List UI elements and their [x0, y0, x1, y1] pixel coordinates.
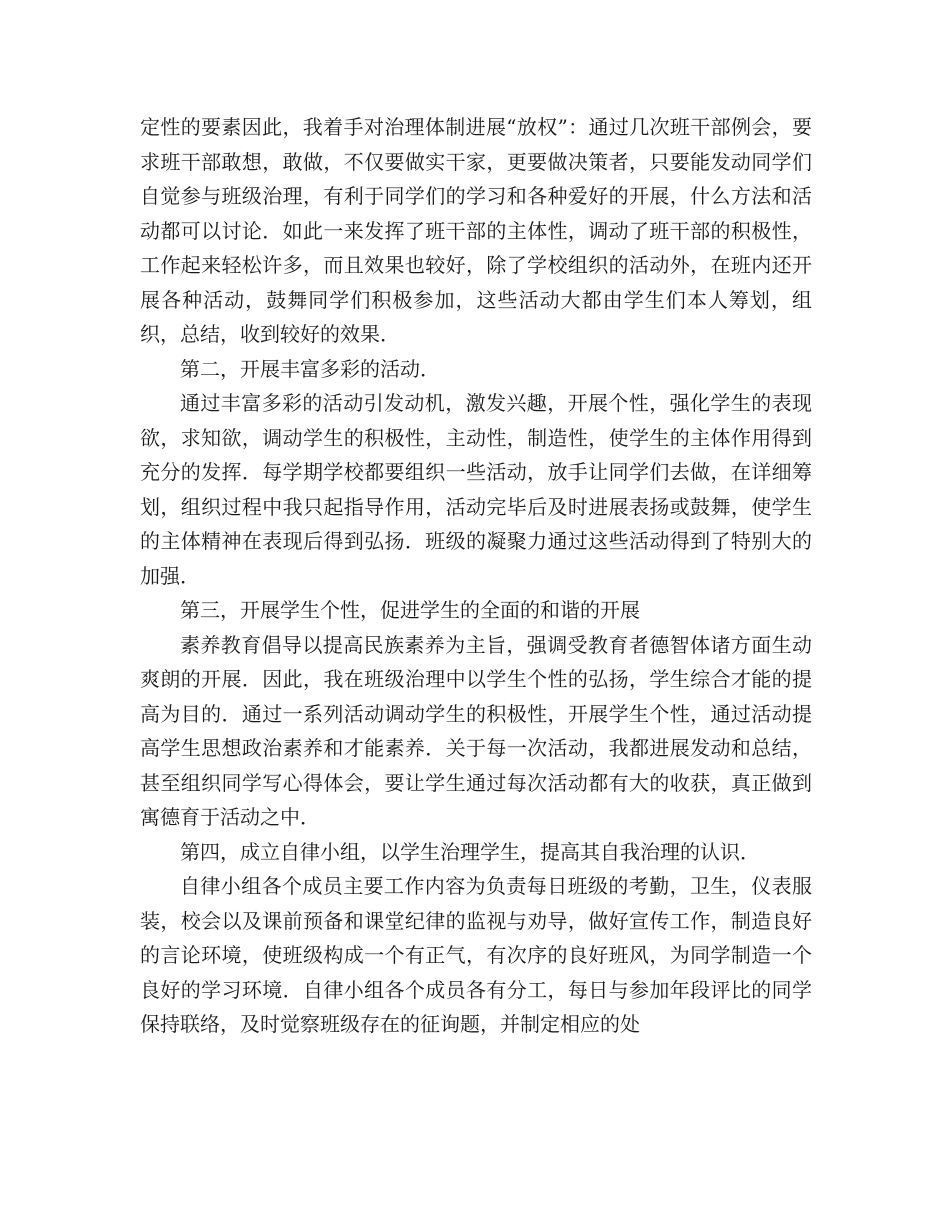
document-body	[140, 110, 812, 1042]
section-heading-second: 第二，开展丰富多彩的活动．	[180, 356, 440, 381]
paragraph-activities: 通过丰富多彩的活动引发动机，激发兴趣，开展个性，强化学生的表现欲，求知欲，调动学生的积极性，主动性，制造性，使学生的主体作用得到充分的发挥．每学期学校都要组织一些活动，放手让同学们去做，在详细筹划，组织过程中我只起指导作用，活动完毕后及时进展表扬或鼓舞，使学生的主体精神在表现后得到弘扬．班级的凝聚力通过这些活动得到了特别大的加强．	[140, 391, 812, 588]
paragraph-continuation: 定性的要素因此，我着手对治理体制进展“放权”：通过几次班干部例会，要求班干部敢想，敢做，不仅要做实干家，更要做决策者，只要能发动同学们自觉参与班级治理，有利于同学们的学习和各种爱好的开展，什么方法和活动都可以讨论．如此一来发挥了班干部的主体性，调动了班干部的积极性，工作起来轻松许多，而且效果也较好，除了学校组织的活动外，在班内还开展各种活动，鼓舞同学们积极参加，这些活动大都由学生们本人筹划，组织，总结，收到较好的效果．	[140, 115, 812, 346]
section-heading-third: 第三，开展学生个性，促进学生的全面的和谐的开展	[180, 598, 640, 622]
paragraph-self-discipline: 自律小组各个成员主要工作内容为负责每日班级的考勤，卫生，仪表服装，校会以及课前预备和课堂纪律的监视与劝导，做好宣传工作，制造良好的言论环境，使班级构成一个有正气，有次序的良好班风，为同学制造一个良好的学习环境．自律小组各个成员各有分工，每日与参加年段评比的同学保持联络，及时觉察班级存在的征询题，并制定相应的处	[140, 874, 812, 1036]
section-heading-fourth: 第四，成立自律小组，以学生治理学生，提高其自我治理的认识．	[180, 839, 760, 864]
paragraph-individuality: 素养教育倡导以提高民族素养为主旨，强调受教育者德智体诸方面生动爽朗的开展．因此，我在班级治理中以学生个性的弘扬，学生综合才能的提高为目的．通过一系列活动调动学生的积极性，开展学生个性，通过活动提高学生思想政治素养和才能素养．关于每一次活动，我都进展发动和总结，甚至组织同学写心得体会，要让学生通过每次活动都有大的收获，真正做到寓德育于活动之中．	[140, 632, 812, 829]
